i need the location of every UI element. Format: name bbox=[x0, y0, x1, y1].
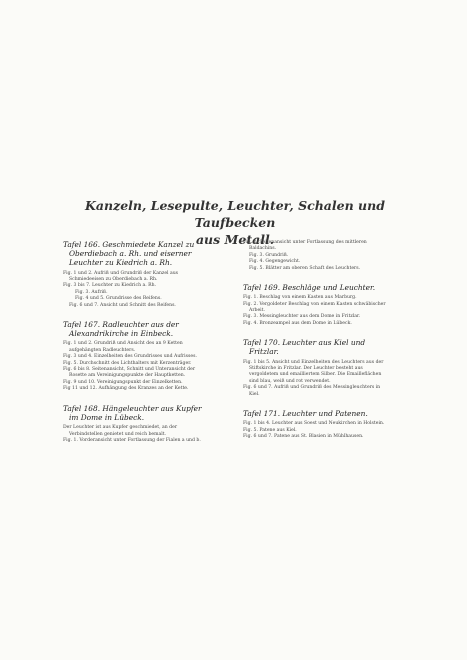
section-heading: Tafel 168. Hängeleuchter aus Kupfer im Dome in Lübeck. bbox=[63, 403, 202, 422]
figure-entry: Fig. 4 und 5. Grundrisse des Reifens. bbox=[75, 296, 162, 302]
figure-entry: Fig. 3 bis 7. Leuchter zu Kiedrich a. Rh. bbox=[63, 283, 157, 289]
section-heading: Tafel 169. Beschläge und Leuchter. bbox=[243, 283, 376, 293]
figure-entry: Fig. 1 und 2. Aufriß und Grundriß der Kanzel aus Schmiedeeisen zu Oberdiebach a. Rh. bbox=[63, 270, 179, 283]
section-tafel-171 bbox=[243, 409, 391, 440]
section-tafel-167 bbox=[63, 320, 210, 393]
figure-entry: Fig 11 und 12. Aufhängung des Kranzes an der Kette. bbox=[63, 386, 189, 392]
figure-entry: Fig. 3 und 4. Einzelheiten des Grundrisses und Aufrisses. bbox=[63, 354, 197, 360]
section-tafel-170 bbox=[243, 338, 391, 398]
figure-entry: Fig. 5. Blätter am oberen Schaft des Leuchters. bbox=[249, 265, 361, 271]
figure-entry: Fig. 3. Grundriß. bbox=[249, 252, 289, 258]
section-heading: Tafel 166. Geschmiedete Kanzel zu Oberdiebach a. Rh. und eiserner Leuchter zu Kiedrich a. Rh. bbox=[63, 240, 195, 268]
title-line-2: aus Metall. bbox=[195, 232, 275, 247]
title-line-1: Kanzeln, Lesepulte, Leuchter, Schalen und Taufbecken bbox=[85, 198, 385, 230]
figure-entry: Fig. 1 bis 5. Ansicht und Einzelheiten des Leuchters aus der Stiftskirche in Fritzlar. Der Leuchter besteht aus vergoldetem und emailliertem Silber. Die Emailleflächen sind blau, weiß und rot verwendet. bbox=[243, 359, 384, 384]
section-tafel-168-continued bbox=[243, 240, 391, 272]
section-tafel-168 bbox=[63, 404, 210, 445]
figure-entry: Fig. 3. Aufriß. bbox=[75, 289, 108, 295]
figure-entry: Fig. 4. Gegengewicht. bbox=[249, 259, 301, 265]
section-heading: Tafel 171. Leuchter und Patenen. bbox=[243, 409, 368, 419]
left-column bbox=[63, 240, 210, 455]
section-heading: Tafel 167. Radleuchter aus der Alexandrikirche in Einbeck. bbox=[63, 320, 179, 339]
figure-entry: Fig. 6 und 7. Ansicht und Schnitt des Reifens. bbox=[69, 302, 176, 308]
section-tafel-166 bbox=[63, 240, 210, 309]
figure-note: Der Leuchter ist aus Kupfer geschmiedet, an der Verbindstellen genietet und reich bemalt. bbox=[63, 425, 178, 437]
figure-entry: Fig. 6 bis 8. Seitenansicht, Schnitt und Unteransicht der Rosette am Vereinigungspunkte der Hauptketten. bbox=[63, 367, 196, 379]
figure-entry: Fig. 1. Vorderansicht unter Fortlassung der Fialen a und b. bbox=[63, 437, 201, 443]
right-column bbox=[243, 240, 391, 452]
section-heading: Tafel 170. Leuchter aus Kiel und Fritzlar. bbox=[243, 338, 366, 357]
figure-entry: Fig. 2. Vergoldeter Beschlag von einem Kasten schwäbischer Arbeit. bbox=[243, 301, 386, 314]
figure-entry: Fig. 2. Seitenansicht unter Fortlassung des mittleren Baldachins. bbox=[243, 240, 367, 252]
section-tafel-169 bbox=[243, 283, 391, 327]
figure-entry: Fig. 1. Beschlag von einem Kasten aus Marburg. bbox=[243, 295, 357, 301]
figure-entry: Fig. 1 und 2. Grundriß und Ansicht des an 9 Ketten aufgehängten Radleuchters. bbox=[63, 341, 183, 353]
figure-entry: Fig. 6 und 7. Patene aus St. Blasien in Mühlhausen. bbox=[243, 434, 364, 440]
figure-entry: Fig. 4. Bronzeampel aus dem Dome in Lübeck. bbox=[243, 320, 352, 326]
figure-entry: Fig. 9 und 10. Vereinigungspunkt der Einzelketten. bbox=[63, 379, 183, 385]
figure-entry: Fig. 6 und 7. Aufriß und Grundriß des Messingleuchters in Kiel. bbox=[243, 385, 381, 397]
figure-entry: Fig. 5. Durchschnitt des Lichthalters mit Kerzenträger. bbox=[63, 360, 192, 366]
figure-entry: Fig. 5. Patene aus Kiel. bbox=[243, 427, 297, 433]
figure-entry: Fig. 3. Messingleuchter aus dem Dome in Fritzlar. bbox=[243, 314, 361, 320]
figure-entry: Fig. 1 bis 4. Leuchter aus Soest und Neukirchen in Holstein. bbox=[243, 421, 385, 427]
